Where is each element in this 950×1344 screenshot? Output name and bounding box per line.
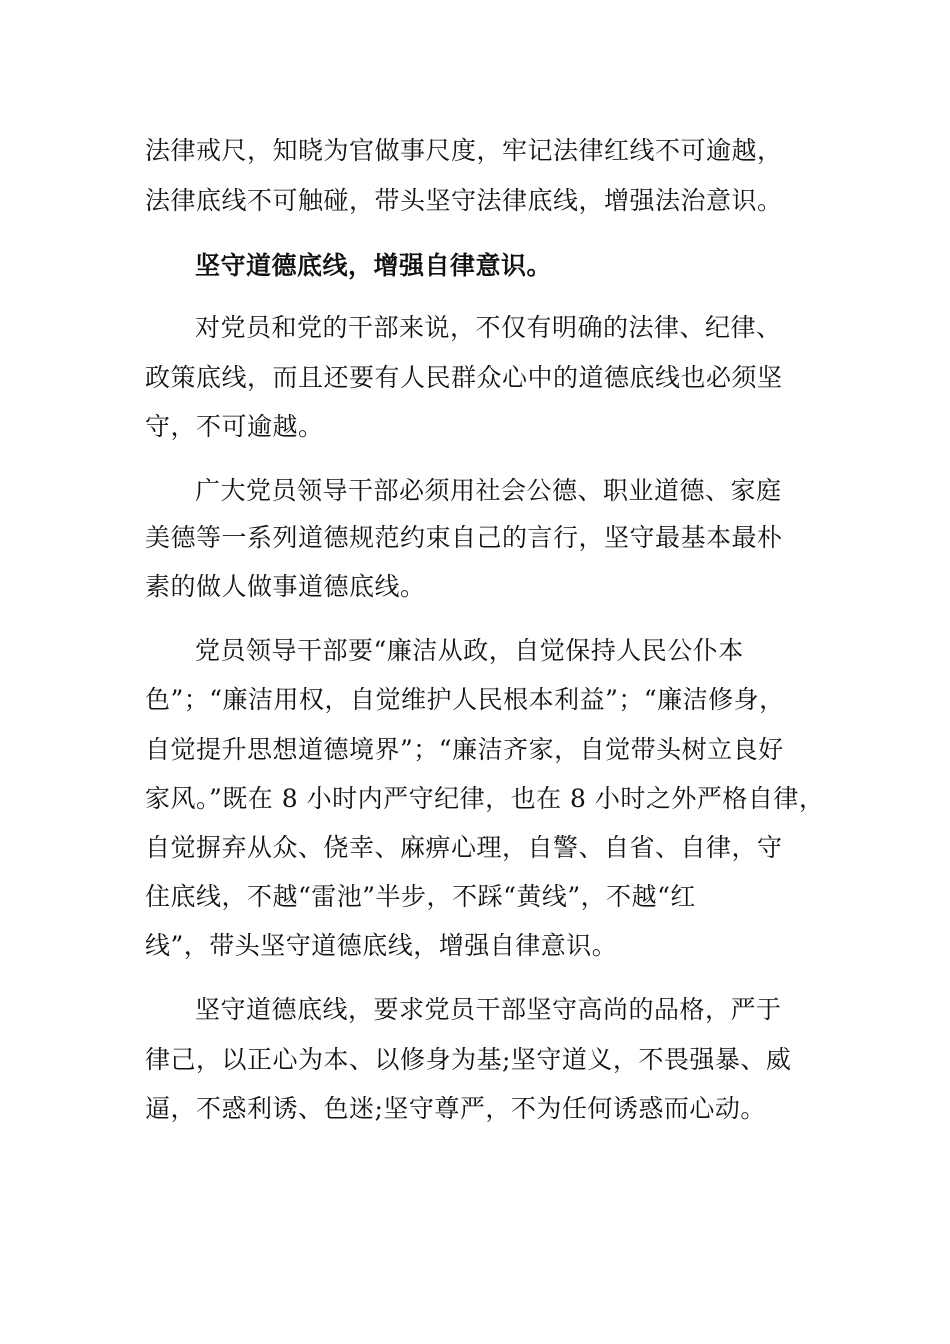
paragraph-line: 色”；“廉洁用权，自觉维护人民根本利益”；“廉洁修身， [145,685,785,714]
paragraph-line: 法律戒尺，知晓为官做事尺度，牢记法律红线不可逾越， [145,136,783,165]
paragraph-line: 住底线，不越“雷池”半步，不踩“黄线”，不越“红 [145,882,696,911]
paragraph-line: 政策底线，而且还要有人民群众心中的道德底线也必须坚 [145,363,783,392]
paragraph-line: 线”，带头坚守道德底线，增强自律意识。 [145,931,618,960]
paragraph-line: 坚守道德底线，要求党员干部坚守高尚的品格，严于 [195,995,782,1024]
paragraph-line: 美德等一系列道德规范约束自己的言行，坚守最基本最朴 [145,523,783,552]
paragraph-line: 自觉摒弃从众、侥幸、麻痹心理，自警、自省、自律，守 [145,833,783,862]
paragraph-line: 党员领导干部要“廉洁从政，自觉保持人民公仆本 [195,636,744,665]
paragraph-line: 广大党员领导干部必须用社会公德、职业道德、家庭 [195,476,782,505]
paragraph-line: 对党员和党的干部来说，不仅有明确的法律、纪律、 [195,313,782,342]
paragraph-line: 律己，以正心为本、以修身为基;坚守道义，不畏强暴、威 [145,1045,792,1074]
section-heading: 坚守道德底线，增强自律意识。 [195,251,553,280]
paragraph-line: 自觉提升思想道德境界”；“廉洁齐家，自觉带头树立良好 [145,735,784,764]
paragraph-line: 守，不可逾越。 [145,412,324,441]
paragraph-line: 素的做人做事道德底线。 [145,572,426,601]
paragraph-line: 法律底线不可触碰，带头坚守法律底线，增强法治意识。 [145,186,783,215]
paragraph-line: 逼，不惑利诱、色迷;坚守尊严，不为任何诱惑而心动。 [145,1094,766,1123]
paragraph-line: 家风。”既在 8 小时内严守纪律，也在 8 小时之外严格自律， [145,784,825,813]
